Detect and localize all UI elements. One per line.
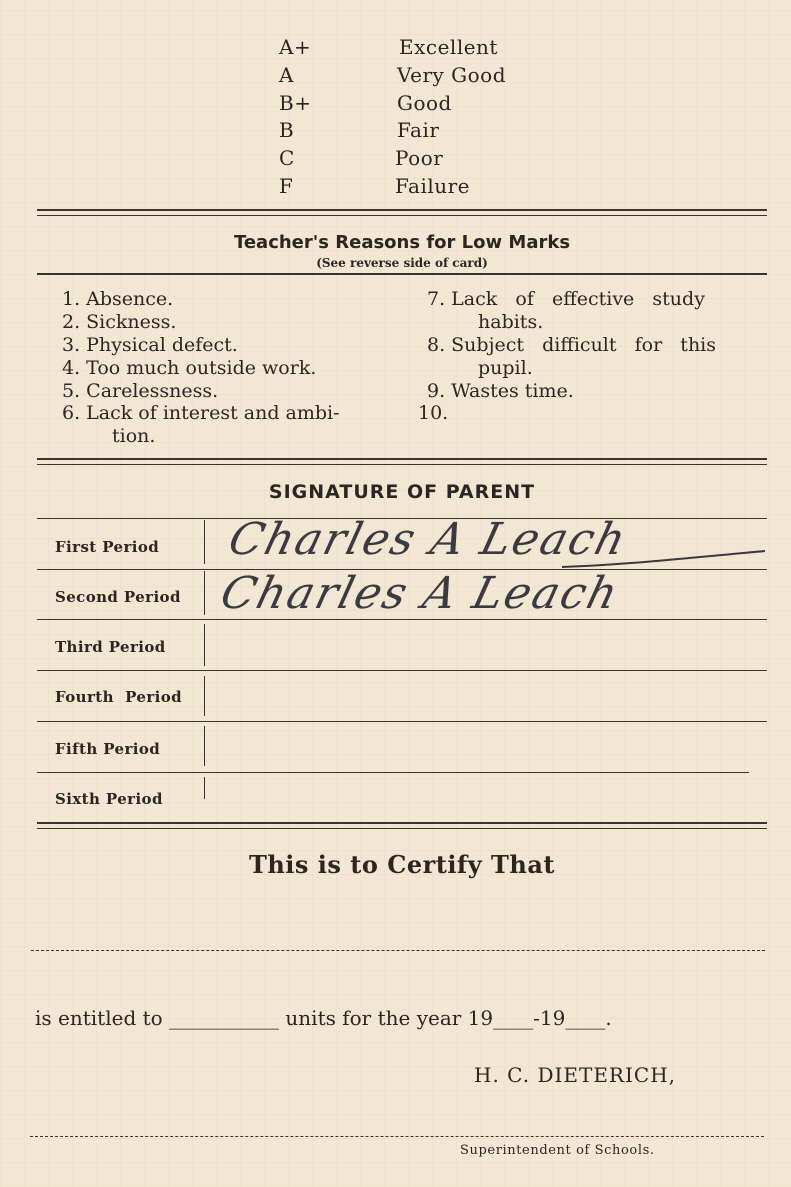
reasons-subtitle: (See reverse side of card) (316, 256, 488, 270)
reason-item: 3. Physical defect. (62, 334, 238, 356)
divider (37, 822, 767, 829)
reason-item: 2. Sickness. (62, 311, 177, 333)
reason-item: 7. Lack of effective study (427, 288, 705, 310)
column-divider (204, 726, 205, 766)
certify-title: This is to Certify That (248, 850, 555, 879)
name-blank-line (31, 950, 765, 951)
signature-title: SIGNATURE OF PARENT (268, 481, 536, 503)
period-label: First Period (55, 538, 160, 556)
entitled-prefix: is entitled to (35, 1006, 163, 1030)
superintendent-name: H. C. DIETERICH, (474, 1063, 676, 1087)
row-line (37, 619, 767, 620)
reason-item: 6. Lack of interest and ambi- (62, 402, 340, 424)
reason-item: 8. Subject difficult for this (427, 334, 717, 356)
column-divider (204, 571, 205, 615)
grade-mark: A (279, 63, 294, 87)
reason-item-continued: tion. (112, 425, 156, 447)
grade-description: Good (397, 91, 452, 115)
column-divider (204, 624, 205, 666)
row-line (37, 721, 767, 722)
reason-item-continued: habits. (478, 311, 544, 333)
grade-mark: B+ (279, 91, 312, 115)
reasons-title: Teacher's Reasons for Low Marks (233, 232, 571, 253)
grade-description: Excellent (399, 35, 498, 59)
period-label: Fifth Period (55, 740, 161, 758)
units-blank: ___________ (169, 1006, 280, 1030)
column-divider (204, 777, 205, 799)
year-blank-end: ____ (565, 1006, 606, 1030)
grade-description: Very Good (397, 63, 507, 87)
grade-mark: B (279, 118, 295, 142)
grade-mark: C (279, 146, 295, 170)
parent-signature: Charles A Leach (223, 514, 633, 565)
grade-mark: A+ (279, 35, 312, 59)
period-label: Sixth Period (55, 790, 163, 808)
row-line (37, 772, 749, 773)
divider (37, 273, 767, 275)
entitled-end: . (605, 1006, 612, 1030)
column-divider (204, 676, 205, 716)
reason-item: 4. Too much outside work. (62, 357, 317, 379)
grade-mark: F (279, 174, 294, 198)
divider (37, 209, 767, 216)
signature-blank-line (30, 1136, 764, 1137)
reason-item: 1. Absence. (62, 288, 174, 310)
year-blank-start: ____ (493, 1006, 534, 1030)
grade-description: Fair (397, 118, 440, 142)
superintendent-title: Superintendent of Schools. (460, 1143, 655, 1158)
entitled-line (35, 1006, 612, 1030)
period-label: Third Period (55, 638, 166, 656)
divider (37, 458, 767, 465)
reason-item: 5. Carelessness. (62, 380, 219, 402)
grade-description: Failure (395, 174, 471, 198)
grade-description: Poor (395, 146, 444, 170)
reason-item-continued: pupil. (478, 357, 533, 379)
year-separator: -19 (533, 1006, 566, 1030)
row-line (37, 670, 767, 671)
column-divider (204, 520, 205, 564)
reason-item: 10. (418, 402, 449, 424)
entitled-middle: units for the year 19 (285, 1006, 494, 1030)
period-label: Fourth Period (55, 688, 183, 706)
period-label: Second Period (55, 588, 181, 606)
reason-item: 9. Wastes time. (427, 380, 574, 402)
parent-signature: Charles A Leach (215, 568, 625, 619)
